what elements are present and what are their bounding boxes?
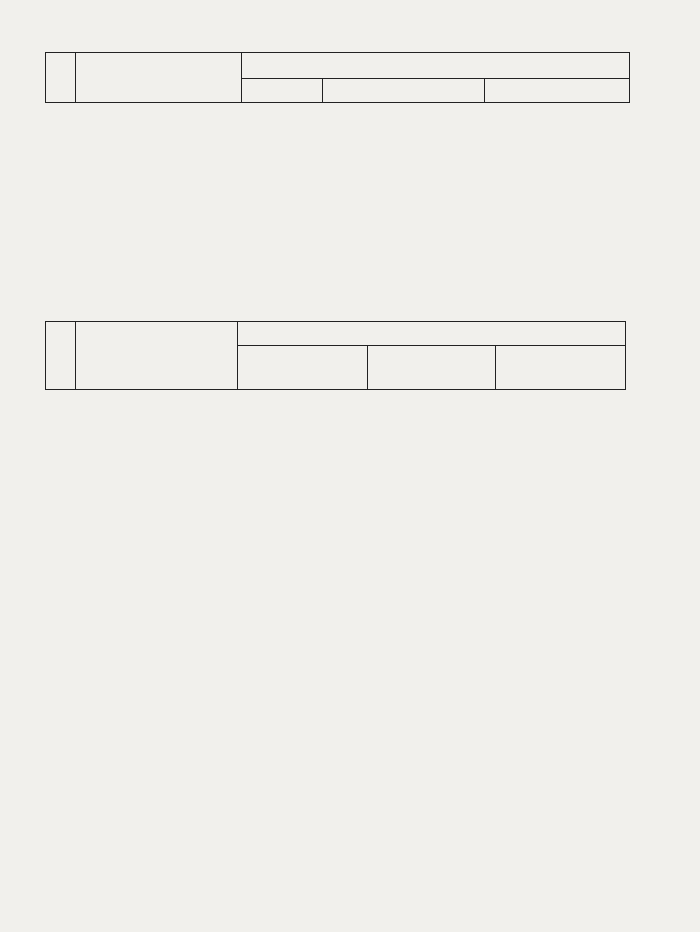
activities-header (76, 53, 242, 103)
column-header (242, 79, 323, 103)
activities-table-1 (45, 52, 630, 103)
column-header (323, 79, 485, 103)
corner-cell (46, 322, 76, 390)
column-header (496, 346, 626, 390)
corner-cell (46, 53, 76, 103)
activities-table-2 (45, 321, 626, 390)
column-header (368, 346, 496, 390)
time-header (238, 322, 626, 346)
time-header (242, 53, 630, 79)
column-header (485, 79, 630, 103)
column-header (238, 346, 368, 390)
activities-header (76, 322, 238, 390)
